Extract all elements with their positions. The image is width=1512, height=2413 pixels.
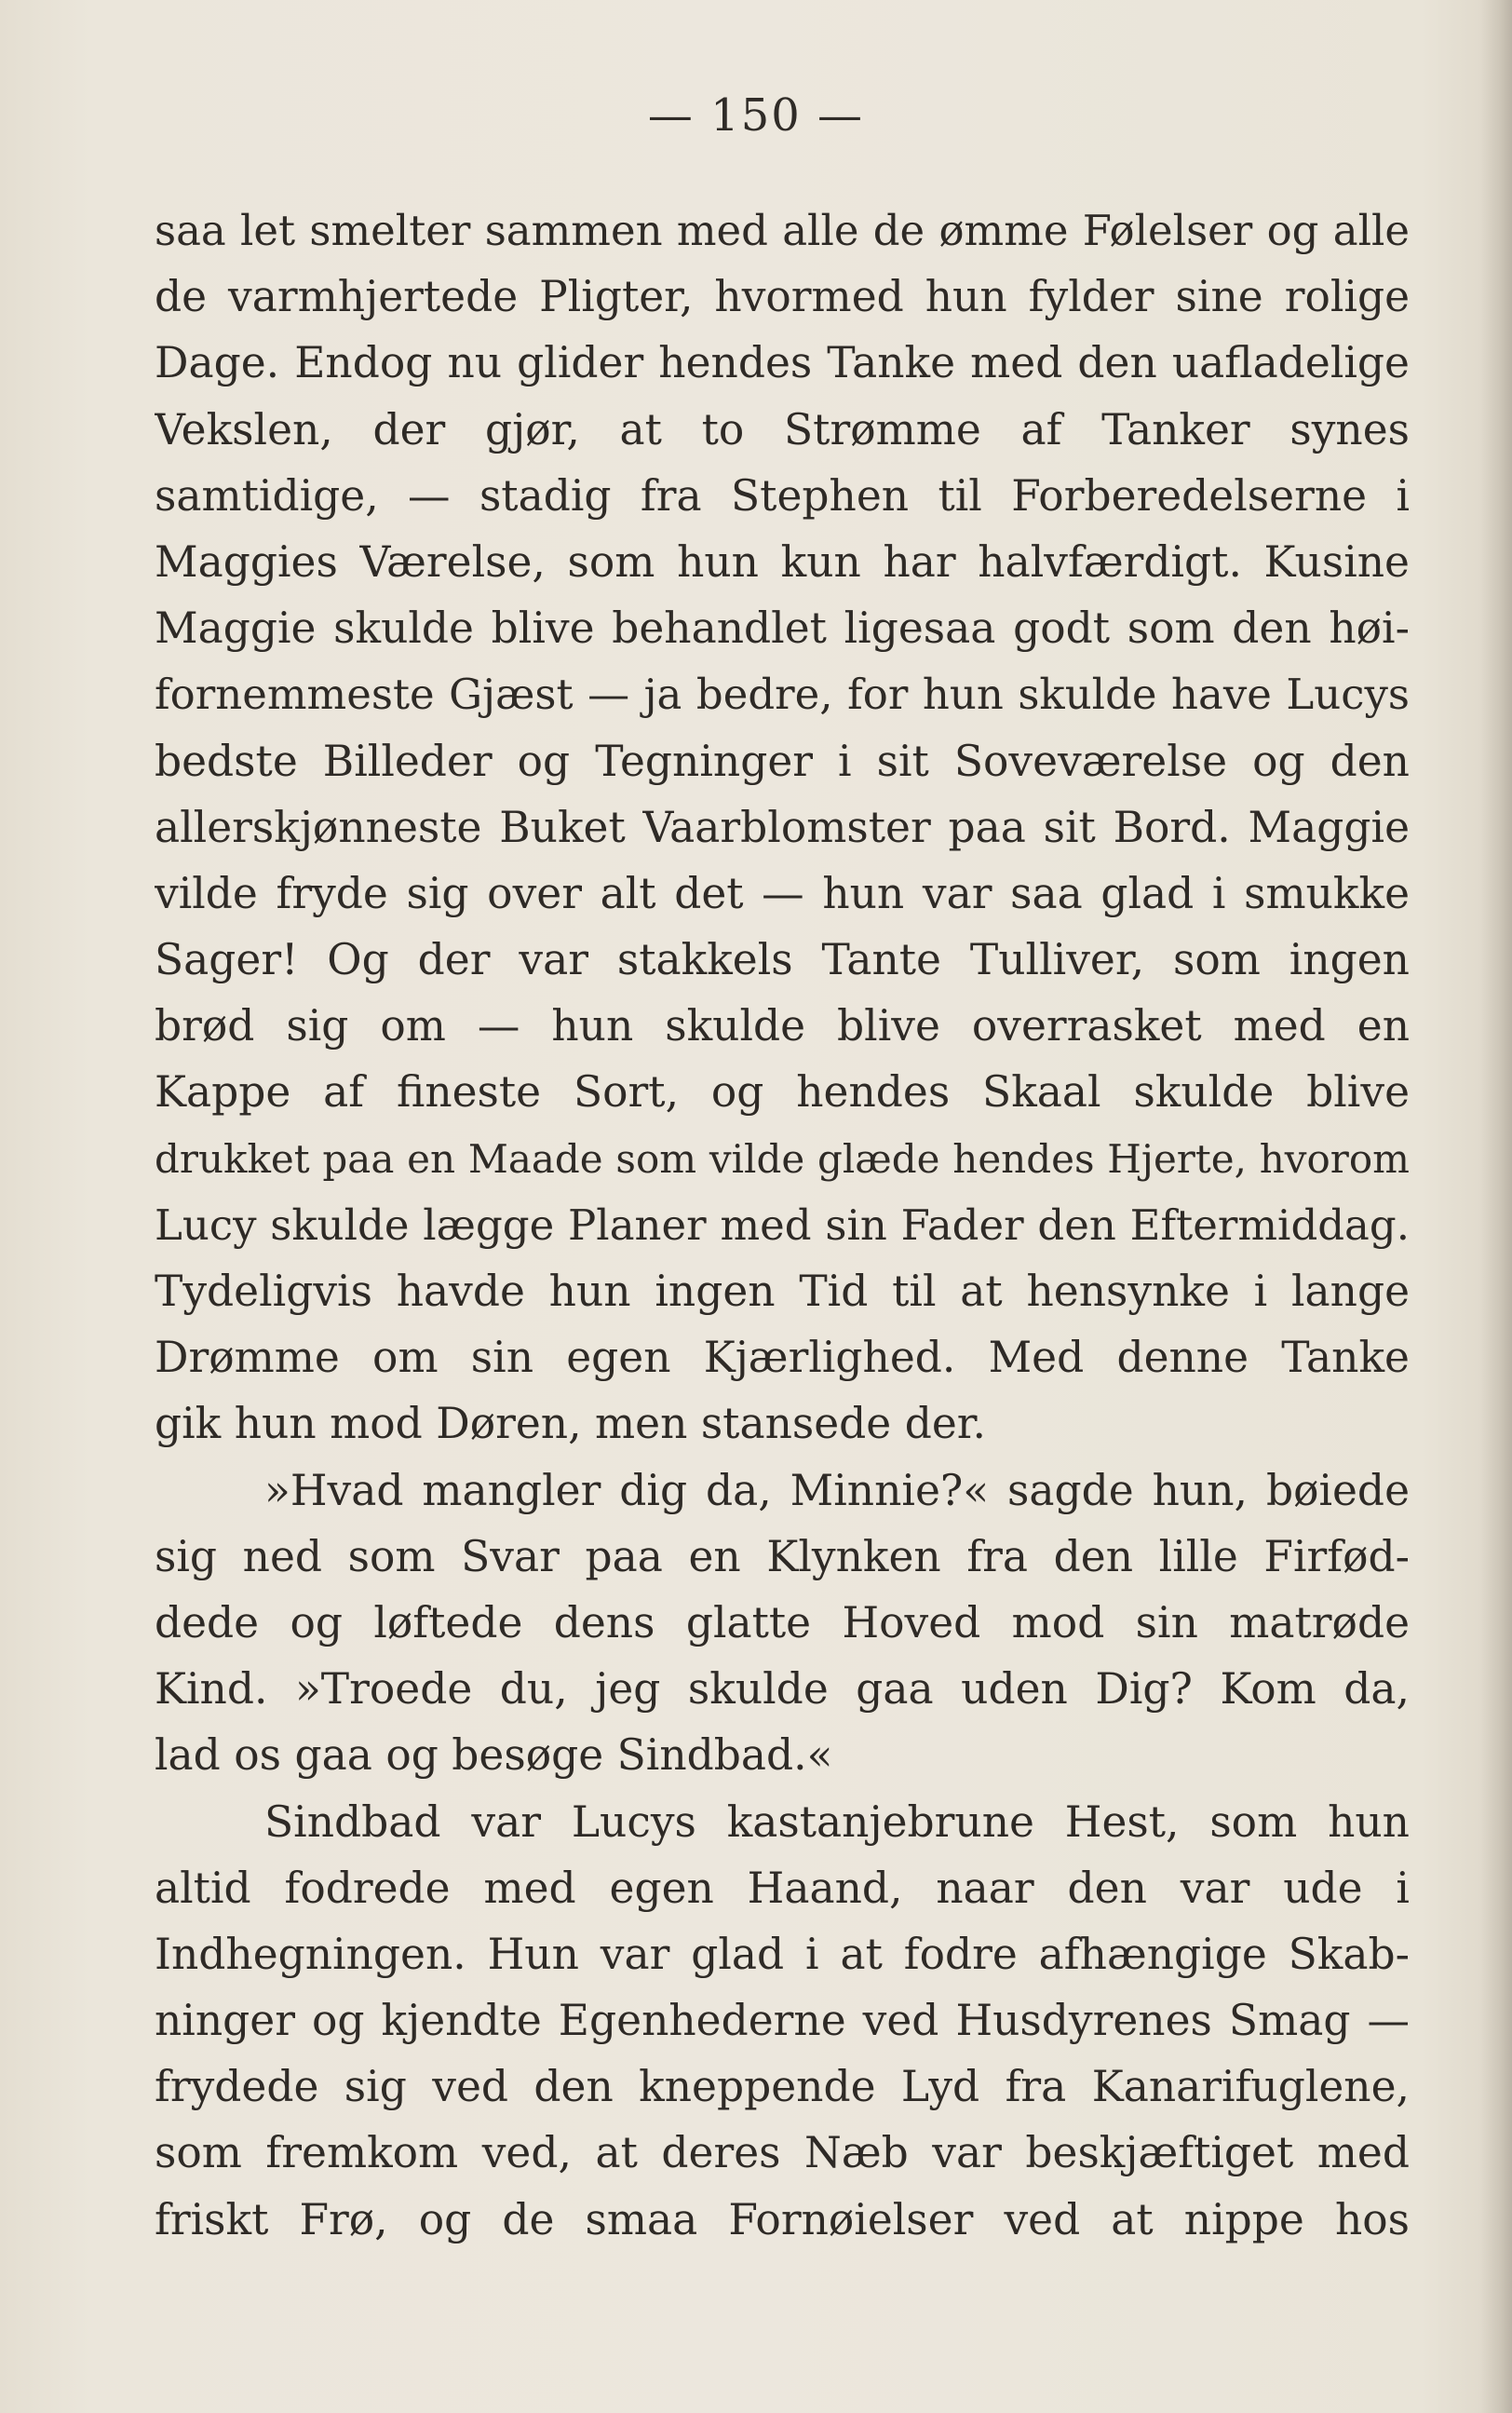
text-line: frydede sig ved den kneppende Lyd fra Kanarifuglene,: [155, 2062, 1410, 2112]
text-line: Indhegningen. Hun var glad i at fodre afhængige Skab-: [155, 1929, 1410, 1979]
paragraph-start-line: »Hvad mangler dig da, Minnie?« sagde hun, bøiede: [264, 1465, 1410, 1515]
text-line: brød sig om — hun skulde blive overrasket med en: [155, 1001, 1410, 1051]
text-line: Kappe af fineste Sort, og hendes Skaal skulde blive: [155, 1067, 1410, 1118]
text-line: friskt Frø, og de smaa Fornøielser ved at nippe hos: [155, 2194, 1410, 2244]
text-line: samtidige, — stadig fra Stephen til Forberedelserne i: [155, 470, 1410, 521]
text-line: drukket paa en Maade som vilde glæde hendes Hjerte, hvorom: [155, 1135, 1410, 1182]
text-line: Maggie skulde blive behandlet ligesaa godt som den høi-: [155, 603, 1410, 654]
text-line: fornemmeste Gjæst — ja bedre, for hun skulde have Lucys: [155, 670, 1410, 720]
text-line: Lucy skulde lægge Planer med sin Fader den Eftermiddag.: [155, 1200, 1410, 1250]
text-line: Vekslen, der gjør, at to Strømme af Tanker synes: [155, 404, 1410, 454]
text-line: Maggies Værelse, som hun kun har halvfærdigt. Kusine: [155, 536, 1410, 587]
body-text: [155, 197, 1410, 2253]
text-line: Tydeligvis havde hun ingen Tid til at hensynke i lange: [155, 1267, 1410, 1316]
text-line: dede og løftede dens glatte Hoved mod sin matrøde: [155, 1597, 1410, 1647]
text-line: sig ned som Svar paa en Klynken fra den lille Firfød-: [155, 1531, 1410, 1581]
text-line: saa let smelter sammen med alle de ømme Følelser og alle: [155, 206, 1410, 255]
text-line: Kind. »Troede du, jeg skulde gaa uden Dig? Kom da,: [155, 1664, 1410, 1715]
paragraph-end-line: lad os gaa og besøge Sindbad.«: [155, 1730, 833, 1781]
text-line: Sager! Og der var stakkels Tante Tulliver, som ingen: [155, 935, 1410, 985]
paragraph-start-line: Sindbad var Lucys kastanjebrune Hest, som hun: [264, 1796, 1410, 1847]
page-edge-shadow: [1480, 0, 1512, 2413]
text-line: Drømme om sin egen Kjærlighed. Med denne Tanke: [155, 1333, 1410, 1383]
text-line: allerskjønneste Buket Vaarblomster paa sit Bord. Maggie: [155, 802, 1410, 852]
paragraph-end-line: gik hun mod Døren, men stansede der.: [155, 1399, 986, 1449]
text-line: som fremkom ved, at deres Næb var beskjæftiget med: [155, 2128, 1410, 2178]
text-line: bedste Billeder og Tegninger i sit Soveværelse og den: [155, 736, 1410, 786]
page-number: — 150 —: [647, 89, 865, 142]
text-line: ninger og kjendte Egenhederne ved Husdyrenes Smag —: [155, 1996, 1410, 2046]
text-line: Dage. Endog nu glider hendes Tanke med den uafladelige: [155, 338, 1410, 388]
text-line: de varmhjertede Pligter, hvormed hun fylder sine rolige: [155, 272, 1410, 322]
text-line: vilde fryde sig over alt det — hun var saa glad i smukke: [155, 868, 1410, 918]
text-line: altid fodrede med egen Haand, naar den var ude i: [155, 1863, 1410, 1913]
